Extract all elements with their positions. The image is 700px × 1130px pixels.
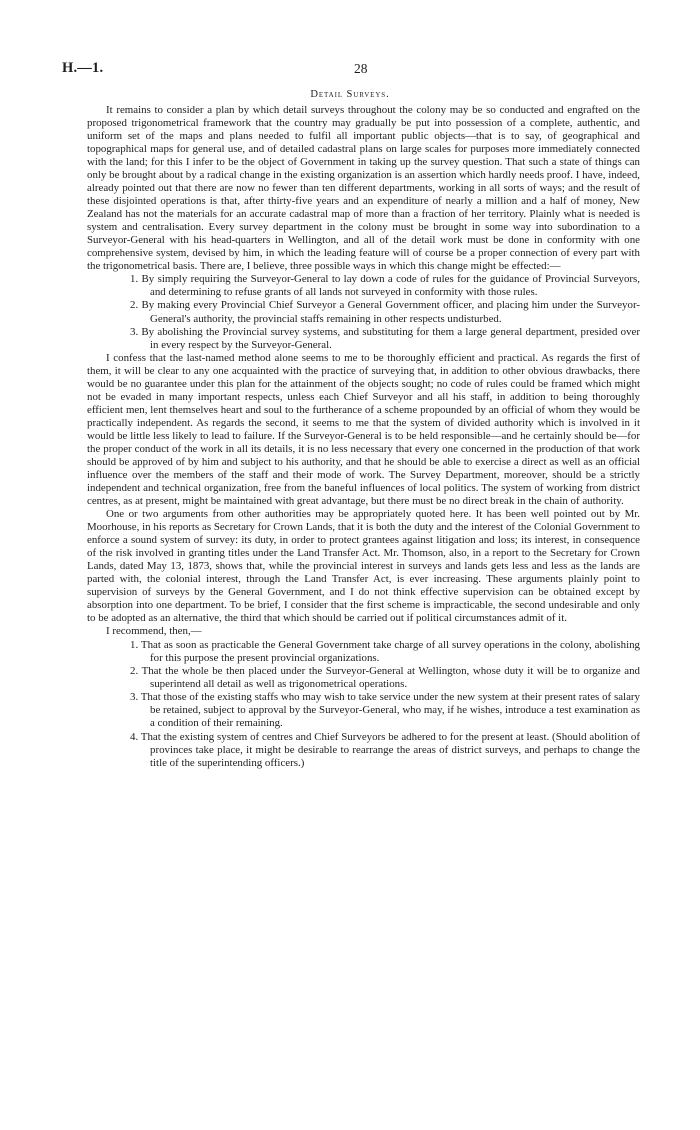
paragraph-recommend-intro: I recommend, then,— [106,625,202,638]
recommendation-item: 2. That the whole be then placed under the Surveyor-General at Wellington, whose duty it will be to organize and superintend all detail as well as trigonometrical operations. [130,665,640,691]
recommendations-list [87,639,640,769]
paragraph-assessment: I confess that the last-named method alone seems to me to be thoroughly efficient and practical. As regards the first of them, it will be clear to any one acquainted with the practice of surveying that, in addition to other obvious drawbacks, there would be no guarantee under this plan for the attainment of the objects sought; no code of rules could be framed which might not be evaded in many important respects, unless each Chief Surveyor and all his staff, in addition to being thoroughly efficient men, lent themselves heart and soul to the furtherance of a scheme propounded by an official of whom they would be practically independent. As regards the second, it seems to me that the system of divided authority which is involved in it would be little less likely to lead to failure. If the Surveyor-General is to be held responsible—and he certainly should be—for the proper conduct of the work in all its details, it is no less necessary that every one concerned in the production of that work should be approved of by him and subject to his authority, and that he should be able to exercise a direct as well as an official influence over the members of the staff and their mode of work. The Survey Department, moreover, should be a strictly independent and technical organization, free from the baneful influences of local politics. The system of working from district centres, as at present, might be maintained with great advantage, but there must be no direct break in the chain of authority. [87,351,640,507]
options-list [87,273,640,351]
recommendation-item: 4. That the existing system of centres and Chief Surveyors be adhered to for the present at least. (Should abolition of provinces take place, it might be desirable to rearrange the areas of district surveys, and perhaps to change the title of the superintending officers.) [130,730,640,769]
body-text [87,104,640,771]
option-item: 3. By abolishing the Provincial survey systems, and substituting for them a large general department, presided over in every respect by the Surveyor-General. [130,325,640,351]
recommendation-item: 1. That as soon as practicable the General Government take charge of all survey operations in the colony, abolishing for this purpose the present provincial organizations. [130,639,640,665]
recommendation-item: 3. That those of the existing staffs who may wish to take service under the new system at their present rates of salary be retained, subject to approval by the Surveyor-General, who may, if he wishes, introduce a test examination as a condition of their remaining. [130,691,640,730]
option-item: 2. By making every Provincial Chief Surveyor a General Government officer, and placing him under the Surveyor-General's authority, the provincial staffs remaining in other respects undisturbed. [130,299,640,325]
document-reference: H.—1. [62,60,104,76]
paragraph-arguments: One or two arguments from other authorities may be appropriately quoted here. It has been well pointed out by Mr. Moorhouse, in his reports as Secretary for Crown Lands, that it is both the duty and the interest of the Colonial Government to enforce a sound system of survey: its duty, in order to protect grantees against litigation and loss; its interest, in consequence of the risk involved in granting titles under the Land Transfer Act. Mr. Thomson, also, in a report to the Secretary for Crown Lands, dated May 13, 1873, shows that, while the provincial interest in surveys and lands gets less and less as the lands are parted with, the colonial interest, through the Land Transfer Act, is ever increasing. These arguments plainly point to supervision of surveys by the General Government, and I do not think effective supervision can be obtained except by absorption into one department. To be brief, I consider that the first scheme is impracticable, the second undesirable and only to be adopted as an alternative, the third that which should be carried out if political circumstances admit of it. [87,507,640,625]
section-heading: Detail Surveys. [310,89,390,100]
paragraph-introduction: It remains to consider a plan by which detail surveys throughout the colony may be so conducted and engrafted on the proposed trigonometrical framework that the country may gradually be put into possession of a complete, authentic, and uniform set of the maps and plans needed to fulfil all important public objects—that is to say, of geographical and topographical maps for general use, and of detailed cadastral plans on large scales for purposes more immediately connected with the land; for this I infer to be the object of Government in taking up the survey question. That such a state of things can only be brought about by a radical change in the existing organization is an assertion which hardly needs proof. I have, indeed, already pointed out that there are now no fewer than ten different departments, working in all sorts of ways; and the result of these disjointed operations is that, after thirty-five years and an expenditure of nearly a million and a half of money, New Zealand has not the materials for an accurate cadastral map of more than a fraction of her territory. Plainly what is needed is system and centralisation. Every survey department in the colony must be brought in some way into subordination to a Surveyor-General with his head-quarters in Wellington, and all of the detail work must be done in conformity with one comprehensive system, devised by him, in which the leading feature will of course be a proper connection of every part with the trigonometrical basis. There are, I believe, three possible ways in which this change might be effected:— [87,104,640,273]
page-number: 28 [354,61,368,76]
option-item: 1. By simply requiring the Surveyor-General to lay down a code of rules for the guidance of Provincial Surveyors, and determining to refuse grants of all lands not surveyed in conformity with those rules. [130,273,640,299]
